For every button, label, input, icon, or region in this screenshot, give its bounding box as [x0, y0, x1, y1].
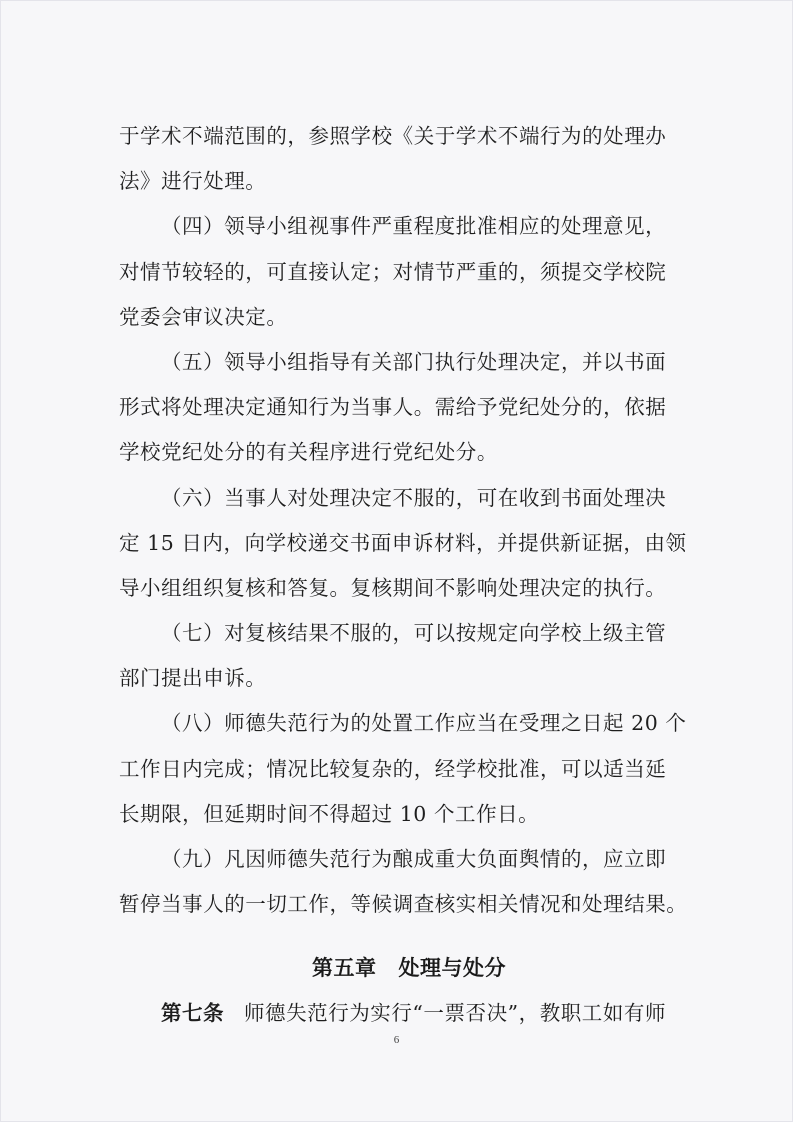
chapter-title: 处理与处分 [398, 956, 506, 981]
text-line: （四）领导小组视事件严重程度批准相应的处理意见， [161, 214, 667, 239]
text-line: （七）对复核结果不服的，可以按规定向学校上级主管 [161, 621, 667, 646]
article-line [119, 991, 699, 1036]
text-line: 形式将处理决定通知行为当事人。需给予党纪处分的，依据 [119, 395, 667, 420]
text-line: 学校党纪处分的有关程序进行党纪处分。 [119, 440, 498, 465]
spacer [119, 927, 699, 945]
text-line: 党委会审议决定。 [119, 304, 288, 329]
text-line: 长期限，但延期时间不得超过 10 个工作日。 [119, 801, 540, 826]
text-line: 于学术不端范围的，参照学校《关于学术不端行为的处理办 [119, 124, 667, 148]
document-body [119, 114, 699, 1037]
text-line: 暂停当事人的一切工作，等候调查核实相关情况和处理结果。 [119, 892, 688, 917]
page-number: 6 [393, 1034, 400, 1046]
text-line: 导小组组织复核和答复。复核期间不影响处理决定的执行。 [119, 575, 667, 600]
article-text: 师德失范行为实行“一票否决”，教职工如有师 [244, 1001, 667, 1026]
chapter-heading [119, 945, 699, 991]
text-line: 法》进行处理。 [119, 169, 267, 194]
text-line: （八）师德失范行为的处置工作应当在受理之日起 20 个 [161, 711, 687, 736]
text-line: （五）领导小组指导有关部门执行处理决定，并以书面 [161, 349, 667, 374]
text-line: （九）凡因师德失范行为酿成重大负面舆情的，应立即 [161, 847, 667, 871]
text-line: 定 15 日内，向学校递交书面申诉材料，并提供新证据，由领 [119, 530, 687, 555]
article-number: 第七条 [161, 1001, 224, 1026]
text-line: （六）当事人对处理决定不服的，可在收到书面处理决 [161, 485, 667, 510]
chapter-number: 第五章 [312, 956, 377, 981]
text-line: 部门提出申诉。 [119, 666, 267, 691]
paragraph-lines [119, 114, 699, 927]
text-line: 工作日内完成；情况比较复杂的，经学校批准，可以适当延 [119, 756, 667, 781]
text-line: 对情节较轻的，可直接认定；对情节严重的，须提交学校院 [119, 259, 667, 284]
